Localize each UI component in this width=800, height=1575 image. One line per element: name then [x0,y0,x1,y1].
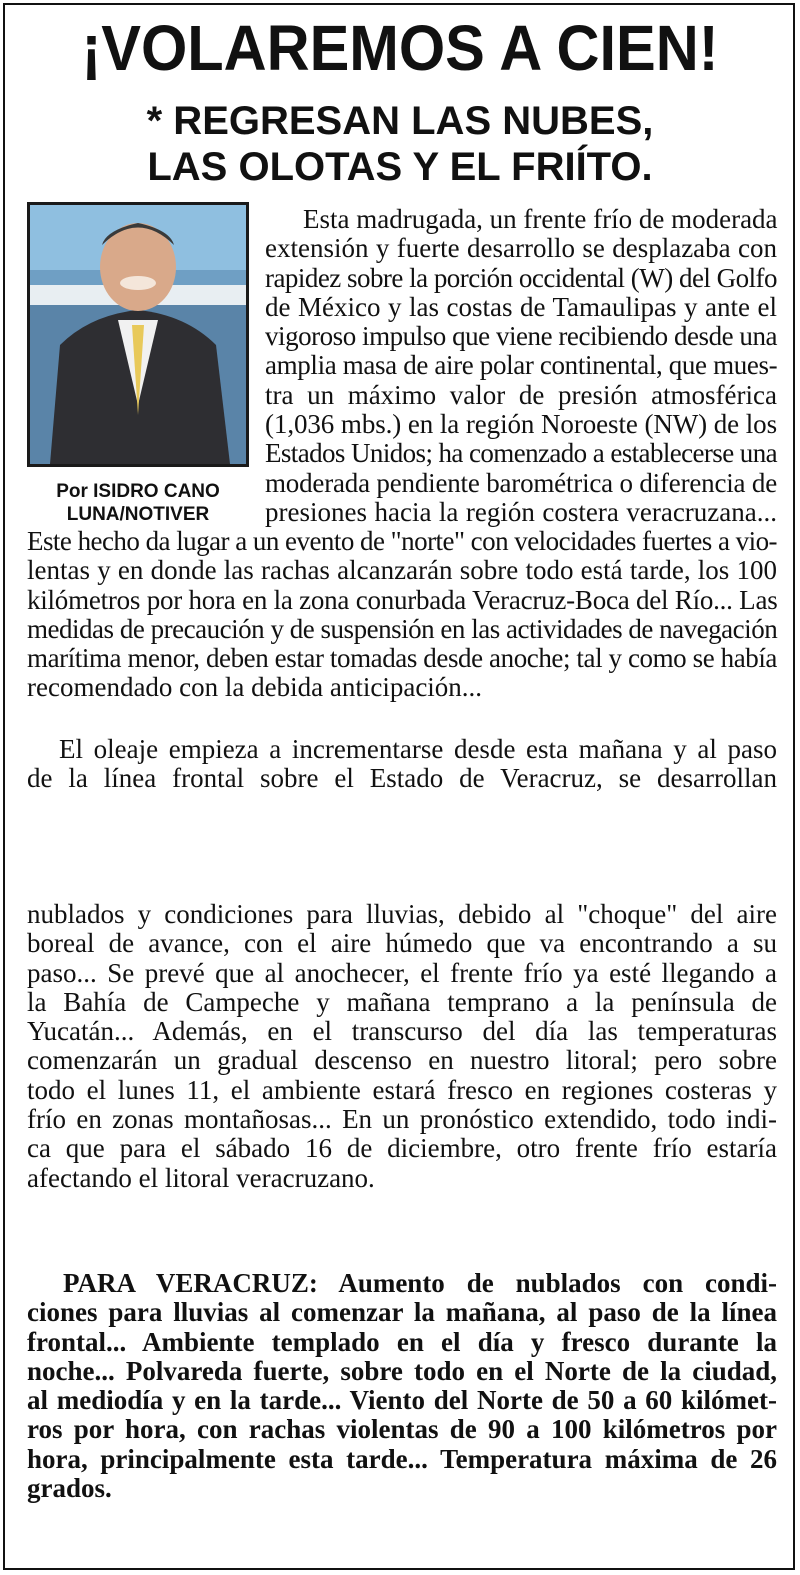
text-line: Estados Unidos; ha comenzado a establecerse una [265,438,777,469]
subheadline [0,98,800,190]
text-line: al mediodía y en la tarde... Viento del Norte de 50 a 60 kilómet- [27,1385,777,1416]
text-line: Este hecho da lugar a un evento de "norte" con velocidades fuertes a vio- [27,526,777,556]
author-portrait-image [30,205,246,464]
text-line: paso... Se prevé que al anochecer, el frente frío ya esté llegando a [27,957,777,988]
text-line: frontal... Ambiente templado en el día y fresco durante la [27,1326,777,1357]
text-line: recomendado con la debida anticipación... [27,672,483,703]
text-line: presiones hacia la región costera veracruzana... [265,496,777,527]
text-line: kilómetros por hora en la zona conurbada Veracruz-Boca del Río... Las [27,584,778,615]
text-line: Yucatán... Además, en el transcurso del día las temperaturas [27,1016,777,1047]
text-line: grados. [27,1473,112,1504]
text-line: hora, principalmente esta tarde... Temperatura máxima de 26 [27,1443,777,1474]
text-line: boreal de avance, con el aire húmedo que va encontrando a su [27,928,777,959]
text-line: ciones para lluvias al comenzar la mañana, al paso de la línea [27,1297,777,1328]
text-line: extensión y fuerte desarrollo se desplazaba con [265,233,777,264]
subheadline-line-2: LAS OLOTAS Y EL FRIÍTO. [147,145,653,189]
text-line: de México y las costas de Tamaulipas y ante el [265,291,777,322]
forecast-veracruz [27,1269,777,1503]
text-line: (1,036 mbs.) en la región Noroeste (NW) de los [265,409,777,440]
text-line: marítima menor, deben estar tomadas desde anoche; tal y como se había [27,643,777,674]
text-line: lentas y en donde las rachas alcanzarán sobre todo está tarde, los 100 [27,555,777,586]
text-line: Esta madrugada, un frente frío de moderada [303,204,778,234]
text-line: frío en zonas montañosas... En un pronóstico extendido, todo indi- [27,1104,777,1135]
byline [27,480,249,526]
paragraph-2-bottom [27,900,777,1193]
text-line: de la línea frontal sobre el Estado de Veracruz, se desarrollan [27,763,777,794]
text-line: comenzarán un gradual descenso en nuestro litoral; pero sobre [27,1045,777,1076]
text-line: la Bahía de Campeche y mañana temprano a la península de [27,986,777,1017]
text-line: nublados y condiciones para lluvias, debido al "choque" del aire [27,899,777,929]
subheadline-line-1: * REGRESAN LAS NUBES, [146,99,654,143]
byline-author: Por ISIDRO CANO [56,481,220,502]
text-line: afectando el litoral veracruzano. [27,1162,375,1193]
text-line: amplia masa de aire polar continental, que mues- [265,350,778,381]
text-line: noche... Polvareda fuerte, sobre todo en el Norte de la ciudad, [27,1355,777,1386]
text-line: tra un máximo valor de presión atmosférica [265,379,777,410]
author-photo [27,202,249,467]
paragraph-2-top [27,735,777,794]
text-line: vigoroso impulso que viene recibiendo desde una [265,321,777,352]
text-line: medidas de precaución y de suspensión en las actividades de navegación [27,613,778,644]
byline-agency: LUNA/NOTIVER [66,504,210,525]
text-line: PARA VERACRUZ: Aumento de nublados con condi- [63,1268,777,1298]
paragraph-1-right-column [265,205,777,527]
headline: ¡VOLAREMOS A CIEN! [81,12,719,84]
paragraph-1-continued [27,527,777,703]
text-line: ca que para el sábado 16 de diciembre, otro frente frío estaría [27,1133,777,1164]
text-line: ros por hora, con rachas violentas de 90 a 100 kilómetros por [27,1414,777,1445]
text-line: moderada pendiente barométrica o diferencia de [265,467,777,498]
text-line: todo el lunes 11, el ambiente estará fresco en regiones costeras y [27,1074,777,1105]
text-line: El oleaje empieza a incrementarse desde esta mañana y al paso [59,734,777,764]
text-line: rapidez sobre la porción occidental (W) del Golfo [265,262,777,293]
